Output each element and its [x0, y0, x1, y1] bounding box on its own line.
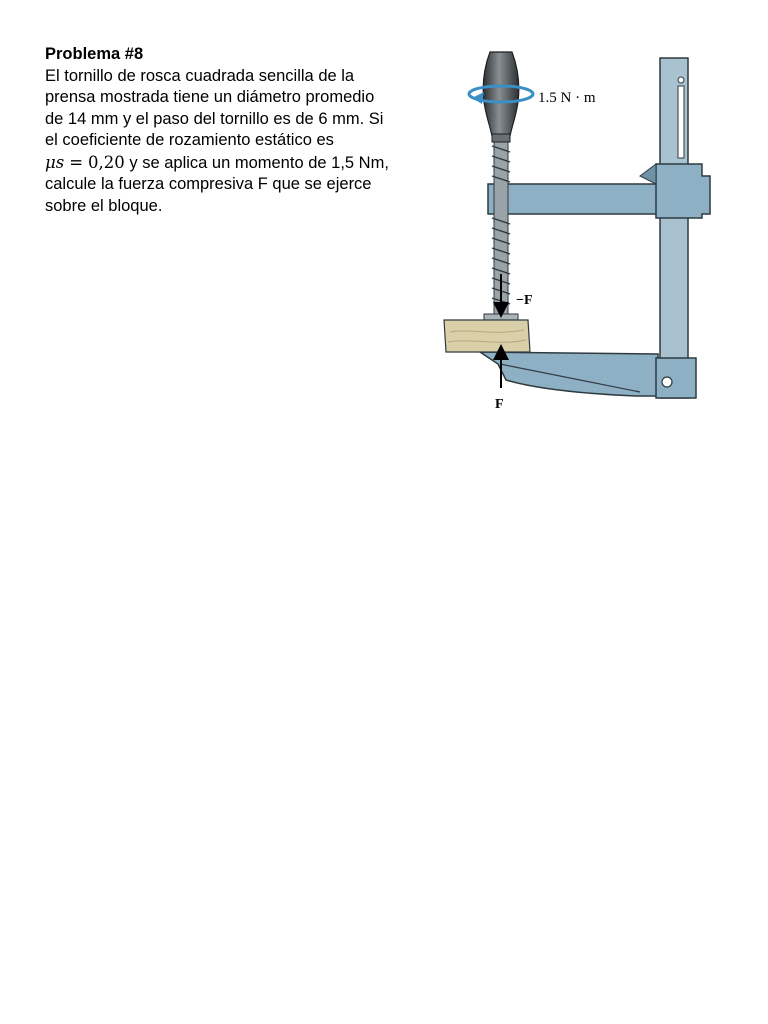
problem-line-3: de 14 mm y el paso del tornillo es de 6 mm. Si [45, 109, 384, 128]
collar-lip [640, 164, 656, 184]
problem-line-6: calcule la fuerza compresiva F que se ejerce [45, 175, 372, 193]
upper-arm [488, 184, 662, 214]
mu-suffix: y se aplica un momento de 1,5 Nm, [124, 153, 389, 172]
screw-handle [483, 52, 519, 136]
bar-pin-top [678, 77, 684, 83]
problem-title: Problema #8 [45, 45, 144, 63]
problem-line-7: sobre el bloque. [45, 196, 163, 215]
lower-arm [480, 352, 658, 396]
upper-collar [656, 164, 710, 218]
problem-line-1: El tornillo de rosca cuadrada sencilla de la [45, 66, 355, 85]
moment-label: 1.5 N · m [538, 90, 596, 106]
force-label: F [495, 397, 504, 412]
bar-slot [678, 86, 684, 158]
neg-force-label: −F [516, 293, 533, 308]
mu-equals: = [69, 152, 84, 172]
wood-block [444, 320, 530, 352]
problem-line-4: el coeficiente de rozamiento estático es [45, 131, 334, 149]
mu-symbol: μs [45, 152, 65, 172]
problem-line-2: prensa mostrada tiene un diámetro promedio [45, 88, 375, 106]
lower-joint [656, 358, 696, 398]
handle-ferrule [492, 134, 510, 142]
problem-line-5 [45, 152, 425, 175]
clamp-figure [440, 46, 720, 416]
problem-statement [45, 44, 425, 217]
lower-pin [662, 377, 672, 387]
mu-value: 0,20 [88, 152, 125, 172]
moment-arrow-head [472, 92, 484, 104]
